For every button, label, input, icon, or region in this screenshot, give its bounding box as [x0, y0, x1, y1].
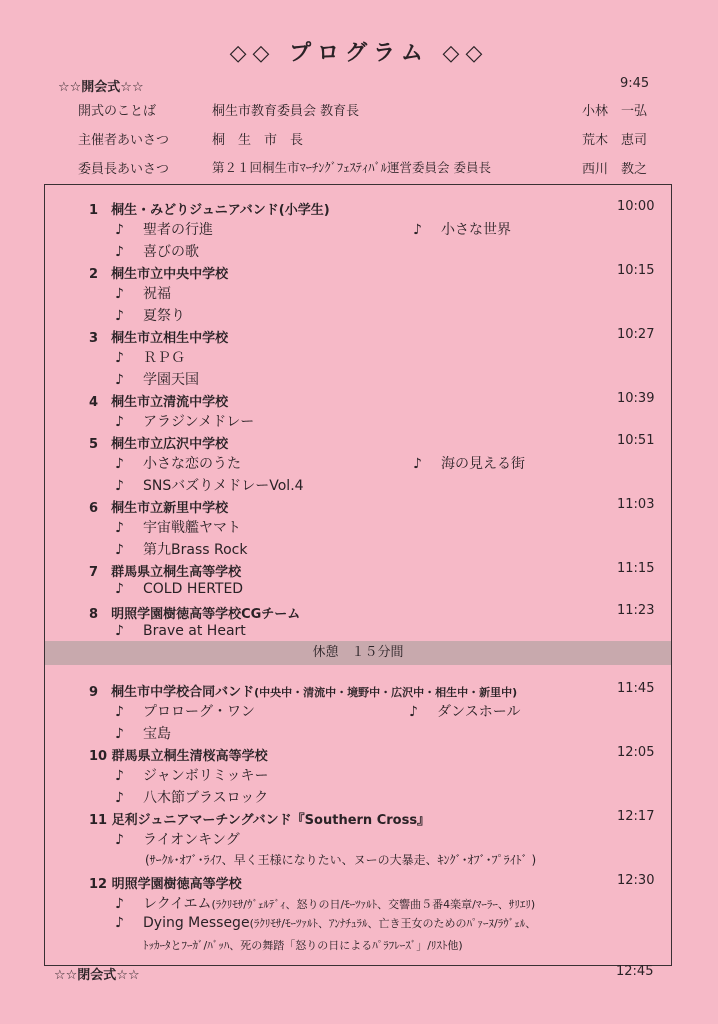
song-item: ♪ 小さな恋のうた — [115, 456, 241, 472]
entry-time: 11:15 — [617, 561, 655, 576]
entry-title: 8 明照学園樹徳高等学校CGチーム — [89, 607, 301, 622]
entry-title: 11 足利ジュニアマーチングバンド『Southern Cross』 — [89, 813, 431, 828]
music-note-icon: ♪ — [115, 478, 124, 494]
music-note-icon: ♪ — [115, 372, 124, 388]
song-item: ♪ Brave at Heart — [115, 623, 246, 639]
entry-time: 10:15 — [617, 263, 655, 278]
entry-title: 12 明照学園樹徳高等学校 — [89, 877, 242, 892]
music-note-icon: ♪ — [115, 704, 124, 720]
opening-org: 桐生市教育委員会 教育長 — [212, 104, 360, 119]
entry-time: 11:23 — [617, 603, 655, 618]
entry-time: 10:00 — [617, 199, 655, 214]
song-item: ♪ プロローグ・ワン — [115, 704, 255, 720]
entry-time: 12:17 — [617, 809, 655, 824]
entry-title: 5 桐生市立広沢中学校 — [89, 437, 229, 452]
entry-time: 12:05 — [617, 745, 655, 760]
music-note-icon: ♪ — [115, 726, 124, 742]
entry-title: 10 群馬県立桐生清桜高等学校 — [89, 749, 268, 764]
entry-time: 10:27 — [617, 327, 655, 342]
song-item: ♪ レクイエム(ﾗｸﾘﾓｻ/ｳﾞｪﾙﾃﾞｨ、怒りの日/ﾓｰﾂｧﾙﾄ、交響曲５番4楽章/ﾏｰﾗｰ、ｻﾘｴﾘ) — [115, 896, 536, 912]
song-item: ♪ 第九Brass Rock — [115, 542, 248, 558]
song-detail: ﾄｯｶｰﾀとﾌｰｶﾞ/ﾊﾞｯﾊ、死の舞踏「怒りの日によるﾊﾟﾗﾌﾚｰｽﾞ」/ﾘｽﾄ他) — [143, 939, 463, 952]
opening-role: 委員長あいさつ — [78, 162, 170, 177]
page-title: ◇◇ プログラム ◇◇ — [229, 41, 489, 66]
song-item: ♪ 宝島 — [115, 726, 171, 742]
song-item: ♪ 喜びの歌 — [115, 244, 199, 260]
entry-time: 11:45 — [617, 681, 655, 696]
music-note-icon: ♪ — [115, 350, 124, 366]
music-note-icon: ♪ — [115, 308, 124, 324]
song-item: ♪ COLD HERTED — [115, 581, 244, 597]
song-item: ♪ 海の見える街 — [413, 456, 525, 472]
opening-label: ☆☆開会式☆☆ — [58, 80, 144, 95]
music-note-icon: ♪ — [115, 915, 124, 931]
opening-org: 第２１回桐生市ﾏｰﾁﾝｸﾞﾌｪｽﾃｨﾊﾞﾙ運営委員会 委員長 — [212, 160, 491, 175]
song-item: ♪ 聖者の行進 — [115, 222, 213, 238]
music-note-icon: ♪ — [413, 222, 422, 238]
music-note-icon: ♪ — [115, 790, 124, 806]
song-item: ♪ 学園天国 — [115, 372, 199, 388]
intermission-bar: 休憩 １５分間 — [45, 641, 671, 665]
entry-title: 2 桐生市立中央中学校 — [89, 267, 229, 282]
song-item: ♪ Dying Messege(ﾗｸﾘﾓｻ/ﾓｰﾂｧﾙﾄ、ｱﾝﾅﾁｭﾗﾙ、亡き王女のためのﾊﾟｧｰﾇ/ﾗｳﾞｪﾙ、 — [115, 915, 537, 931]
music-note-icon: ♪ — [115, 456, 124, 472]
song-item: ♪ 小さな世界 — [413, 222, 511, 238]
song-item: ♪ SNSバズりメドレーVol.4 — [115, 478, 304, 494]
entry-time: 12:30 — [617, 873, 655, 888]
entry-title: 9 桐生市中学校合同バンド(中央中・清流中・境野中・広沢中・相生中・新里中) — [89, 685, 518, 700]
music-note-icon: ♪ — [115, 520, 124, 536]
music-note-icon: ♪ — [115, 542, 124, 558]
opening-org: 桐 生 市 長 — [212, 133, 304, 148]
music-note-icon: ♪ — [115, 768, 124, 784]
music-note-icon: ♪ — [115, 832, 124, 848]
closing-label: ☆☆閉会式☆☆ — [54, 968, 140, 983]
program-list — [44, 184, 672, 966]
opening-person: 西川 教之 — [582, 162, 648, 177]
music-note-icon: ♪ — [115, 244, 124, 260]
song-item: ♪ ダンスホール — [409, 704, 521, 720]
music-note-icon: ♪ — [115, 222, 124, 238]
music-note-icon: ♪ — [115, 414, 124, 430]
song-item: ♪ 夏祭り — [115, 308, 185, 324]
entry-title: 7 群馬県立桐生高等学校 — [89, 565, 242, 580]
opening-role: 主催者あいさつ — [78, 133, 170, 148]
entry-title: 6 桐生市立新里中学校 — [89, 501, 229, 516]
song-item: ♪ ジャンボリミッキー — [115, 768, 269, 784]
opening-person: 荒木 恵司 — [582, 133, 648, 148]
song-item: ♪ 祝福 — [115, 286, 171, 302]
music-note-icon: ♪ — [115, 581, 124, 597]
song-item: ♪ アラジンメドレー — [115, 414, 255, 430]
song-detail: (ｻｰｸﾙ･ｵﾌﾞ･ﾗｲﾌ、早く王様になりたい、ヌーの大暴走、ｷﾝｸﾞ･ｵﾌﾞ･ﾌﾟﾗｲﾄﾞ ) — [145, 853, 537, 867]
opening-role: 開式のことば — [78, 104, 157, 119]
closing-time: 12:45 — [616, 964, 654, 979]
song-item: ♪ ライオンキング — [115, 832, 240, 848]
music-note-icon: ♪ — [413, 456, 422, 472]
entry-time: 10:51 — [617, 433, 655, 448]
entry-time: 10:39 — [617, 391, 655, 406]
song-item: ♪ 宇宙戦艦ヤマト — [115, 520, 241, 536]
song-item: ♪ ＲＰＧ — [115, 350, 185, 366]
music-note-icon: ♪ — [115, 896, 124, 912]
music-note-icon: ♪ — [409, 704, 418, 720]
song-item: ♪ 八木節ブラスロック — [115, 790, 269, 806]
entry-time: 11:03 — [617, 497, 655, 512]
entry-title: 1 桐生・みどりジュニアバンド(小学生) — [89, 203, 330, 218]
opening-person: 小林 一弘 — [582, 104, 648, 119]
entry-title: 4 桐生市立清流中学校 — [89, 395, 229, 410]
music-note-icon: ♪ — [115, 286, 124, 302]
entry-title: 3 桐生市立相生中学校 — [89, 331, 229, 346]
music-note-icon: ♪ — [115, 623, 124, 639]
opening-time: 9:45 — [620, 76, 650, 91]
